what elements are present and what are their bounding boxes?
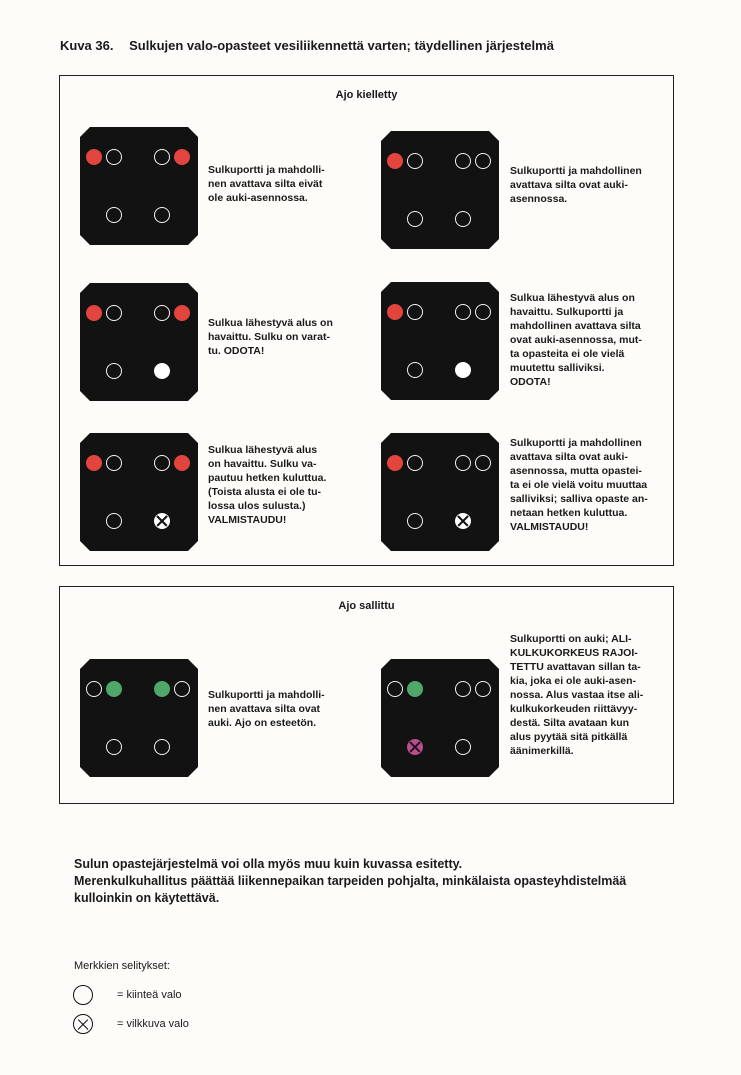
lamp-off-icon	[407, 211, 423, 227]
lamp-off-icon	[174, 681, 190, 697]
signal-board	[381, 282, 499, 400]
figure-caption	[60, 38, 554, 53]
green-lamp-icon	[154, 681, 170, 697]
lamp-off-icon	[154, 149, 170, 165]
lamp-off-icon	[475, 455, 491, 471]
panel-allowed-title: Ajo sallittu	[338, 600, 395, 612]
red-lamp-icon	[86, 305, 102, 321]
legend-label-fixed: = kiinteä valo	[117, 989, 182, 1001]
legend-label-flashing: = vilkkuva valo	[117, 1018, 189, 1030]
lamp-off-icon	[154, 739, 170, 755]
panel-prohibited-title: Ajo kielletty	[335, 89, 398, 101]
legend-title: Merkkien selitykset:	[74, 960, 170, 972]
signal-board	[381, 659, 499, 777]
flashing-white-lamp-icon	[455, 513, 471, 529]
signal-board	[80, 433, 198, 551]
signal-description: Sulkuportti ja mahdollinen avattava silta ovat auki- asennossa, mutta opastei- ta ei ole vielä voitu muuttaa salliviksi; salliva opaste an- netaan hetken kuluttua. VALMISTAUDU!	[510, 437, 648, 533]
white-lamp-icon	[154, 363, 170, 379]
signal-description: Sulkua lähestyvä alus on havaittu. Sulku on varat- tu. ODOTA!	[208, 317, 333, 357]
signal-description: Sulkuportti ja mahdolli- nen avattava silta eivät ole auki-asennossa.	[208, 164, 325, 204]
lamp-off-icon	[475, 153, 491, 169]
lamp-off-icon	[106, 363, 122, 379]
signal-board	[80, 127, 198, 245]
lamp-off-icon	[154, 207, 170, 223]
white-lamp-icon	[455, 362, 471, 378]
lamp-off-icon	[154, 455, 170, 471]
signal-board	[381, 131, 499, 249]
red-lamp-icon	[174, 455, 190, 471]
lamp-off-icon	[106, 207, 122, 223]
red-lamp-icon	[387, 455, 403, 471]
signal-description: Sulkua lähestyvä alus on havaittu. Sulkuportti ja mahdollinen avattava silta ovat auki-asennossa, mut- ta opasteita ei ole vielä muutettu salliviksi. ODOTA!	[510, 292, 642, 388]
lamp-off-icon	[106, 513, 122, 529]
lamp-off-icon	[106, 305, 122, 321]
lamp-off-icon	[475, 304, 491, 320]
lamp-off-icon	[455, 455, 471, 471]
signal-description: Sulkuportti on auki; ALI- KULKUKORKEUS RAJOI- TETTU avattavan sillan ta- kia, joka ei ole auki-asen- nossa. Alus vastaa itse ali- kulkukorkeuden riittävyy- destä. Silta avataan kun alus pyytää sitä pitkällä äänimerkillä.	[510, 633, 644, 757]
lamp-off-icon	[106, 455, 122, 471]
red-lamp-icon	[174, 149, 190, 165]
flashing-purple-lamp-icon	[407, 739, 423, 755]
lamp-off-icon	[455, 739, 471, 755]
lamp-off-icon	[455, 211, 471, 227]
signal-board	[80, 283, 198, 401]
red-lamp-icon	[387, 304, 403, 320]
lamp-off-icon	[475, 681, 491, 697]
lamp-off-icon	[407, 455, 423, 471]
figure-title: Sulkujen valo-opasteet vesiliikennettä varten; täydellinen järjestelmä	[129, 38, 554, 53]
lamp-off-icon	[154, 305, 170, 321]
lamp-off-icon	[407, 153, 423, 169]
panel-prohibited	[59, 75, 674, 566]
green-lamp-icon	[407, 681, 423, 697]
lamp-off-icon	[106, 149, 122, 165]
green-lamp-icon	[106, 681, 122, 697]
signal-board	[381, 433, 499, 551]
lamp-off-icon	[106, 739, 122, 755]
signal-description: Sulkua lähestyvä alus on havaittu. Sulku va- pautuu hetken kuluttua. (Toista alusta ei ole tu- lossa ulos sulusta.) VALMISTAUDU!	[208, 444, 327, 526]
lamp-off-icon	[455, 304, 471, 320]
signal-board	[80, 659, 198, 777]
red-lamp-icon	[86, 455, 102, 471]
figure-number: Kuva 36.	[60, 38, 114, 53]
red-lamp-icon	[387, 153, 403, 169]
lamp-off-icon	[407, 304, 423, 320]
lamp-off-icon	[387, 681, 403, 697]
lamp-off-icon	[455, 153, 471, 169]
signal-description: Sulkuportti ja mahdolli- nen avattava silta ovat auki. Ajo on esteetön.	[208, 689, 325, 729]
lamp-off-icon	[407, 362, 423, 378]
panel-allowed	[59, 586, 674, 804]
flashing-light-icon	[73, 1014, 93, 1034]
red-lamp-icon	[86, 149, 102, 165]
lamp-off-icon	[455, 681, 471, 697]
fixed-light-icon	[73, 985, 93, 1005]
lamp-off-icon	[407, 513, 423, 529]
lamp-off-icon	[86, 681, 102, 697]
explanatory-paragraph: Sulun opastejärjestelmä voi olla myös muu kuin kuvassa esitetty. Merenkulkuhallitus päättää liikennepaikan tarpeiden pohjalta, minkälaista opasteyhdistelmää kulloinkin on käytettävä.	[74, 857, 627, 905]
flashing-white-lamp-icon	[154, 513, 170, 529]
signal-description: Sulkuportti ja mahdollinen avattava silta ovat auki- asennossa.	[510, 165, 642, 205]
red-lamp-icon	[174, 305, 190, 321]
